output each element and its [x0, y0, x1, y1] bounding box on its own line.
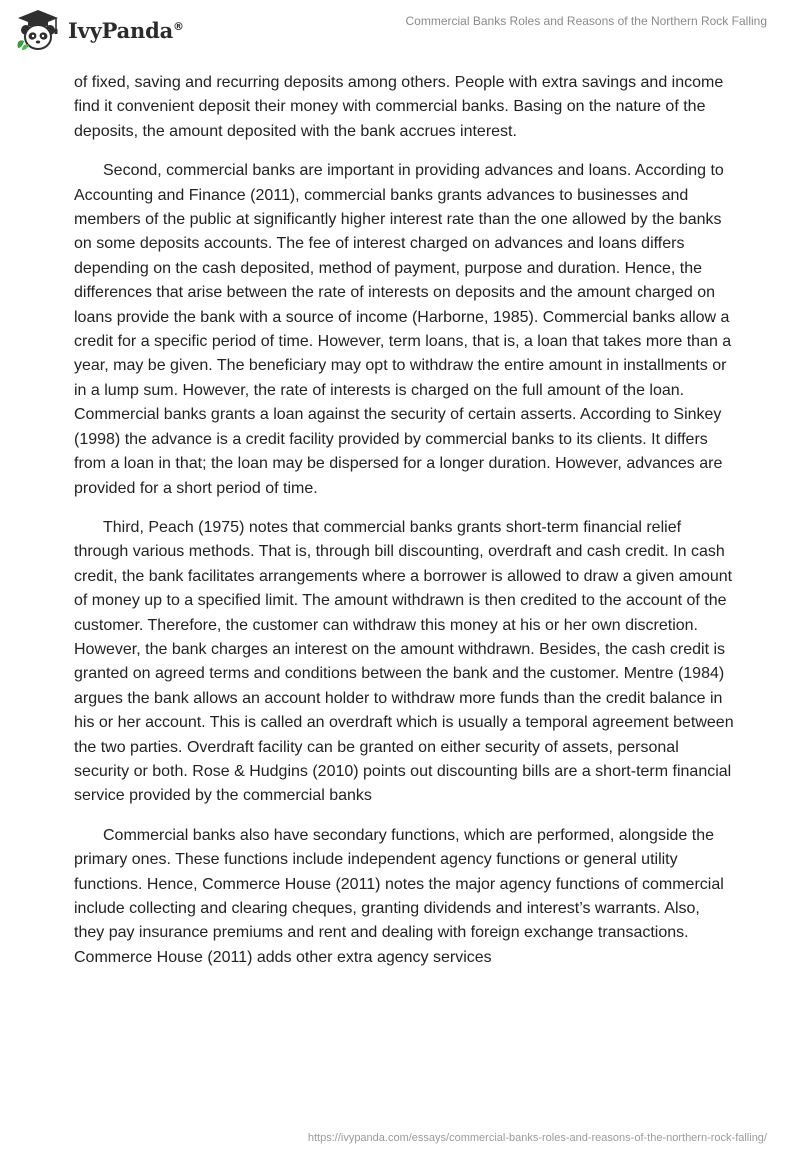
- paragraph: of fixed, saving and recurring deposits among others. People with extra savings and income find it convenient deposit their money with commercial banks. Basing on the nature of the deposits, the amount deposited with the bank accrues interest.: [74, 74, 724, 140]
- source-url[interactable]: https://ivypanda.com/essays/commercial-banks-roles-and-reasons-of-the-northern-rock-falling/: [307, 1132, 767, 1144]
- paragraph: Third, Peach (1975) notes that commercial banks grants short-term financial relief through various methods. That is, through bill discounting, overdraft and cash credit. In cash credit, the bank facilitates arrangements where a borrower is allowed to draw a given amount of money up to a specified limit. The amount withdrawn is then credited to the account of the customer. Therefore, the customer can withdraw this money at his or her own discretion. However, the bank charges an interest on the amount withdrawn. Besides, the cash credit is granted on agreed terms and conditions between the bank and the customer. Mentre (1984) argues the bank allows an account holder to withdraw more funds than the credit balance in his or her account. This is called an overdraft which is usually a temporal agreement between the two parties. Overdraft facility can be granted on either security of assets, personal security or both. Rose & Hudgins (2010) points out discounting bills are a short-term financial service provided by the commercial banks: [74, 518, 734, 805]
- paragraph: Commercial banks also have secondary functions, which are performed, alongside the primary ones. These functions include independent agency functions or general utility functions. Hence, Commerce House (2011) notes the major agency functions of commercial include collecting and clearing cheques, granting dividends and interest’s warrants. Also, they pay insurance premiums and rent and dealing with foreign exchange transactions. Commerce House (2011) adds other extra agency services: [74, 826, 724, 966]
- essay-body: [74, 71, 734, 985]
- paragraph: Second, commercial banks are important in providing advances and loans. According to Accounting and Finance (2011), commercial banks grants advances to businesses and members of the public at significantly higher interest rate than the one allowed by the banks on some deposits accounts. The fee of interest charged on advances and loans differs depending on the cash deposited, method of payment, purpose and duration. Hence, the differences that arise between the rate of interests on deposits and the amount charged on loans provide the bank with a source of income (Harborne, 1985). Commercial banks allow a credit for a specific period of time. However, term loans, that is, a loan that takes more than a year, may be given. The beneficiary may opt to withdraw the entire amount in installments or in a lump sum. However, the rate of interests is charged on the full amount of the loan. Commercial banks grants a loan against the security of certain asserts. According to Sinkey (1998) the advance is a credit facility provided by commercial banks to its clients. It differs from a loan in that; the loan may be dispersed for a longer duration. However, advances are provided for a short period of time.: [74, 162, 732, 497]
- panda-graduate-icon: [14, 8, 62, 52]
- logo-wordmark: [68, 18, 184, 43]
- registered-mark: ®: [173, 19, 184, 33]
- ivypanda-logo[interactable]: [14, 8, 184, 52]
- page-header: [0, 0, 800, 64]
- logo-text: IvyPanda: [68, 17, 174, 43]
- document-title: Commercial Banks Roles and Reasons of the Northern Rock Falling: [405, 14, 767, 28]
